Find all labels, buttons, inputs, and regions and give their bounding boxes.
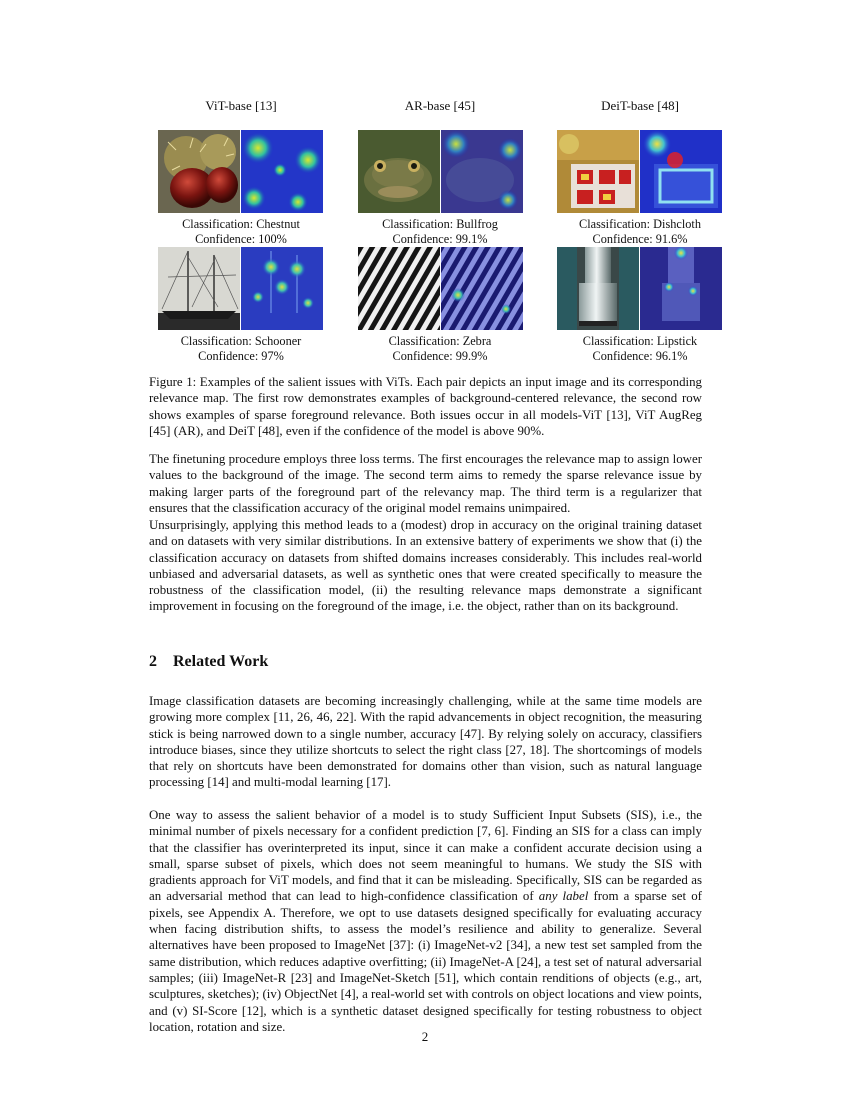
section-heading-related-work <box>149 653 268 671</box>
example-caption-zebra <box>340 334 540 364</box>
example-caption-bullfrog <box>340 217 540 247</box>
column-title-deit: DeiT-base [48] <box>601 98 679 113</box>
paragraph-sis-text: One way to assess the salient behavior of a model is to study Sufficient Input Subsets (SIS), i.e., the minimal number of pixels necessary for a confident prediction [7, 6]. Finding an SIS for a class can imply that the classifier has overinterpreted its input, since it can make a confident accurate decision using a small, sparse subset of pixels, which does not seem meaningful to humans. We study the SIS with gradients approach for ViT models, and find that it can be misleading. Specifically, SIS can be regarded as an adversarial method that can lead to high-confidence classification of <box>149 808 702 904</box>
classification-label: Classification: Chestnut <box>182 217 300 231</box>
confidence-label: Confidence: 96.1% <box>592 349 688 363</box>
paragraph-sis <box>149 807 702 1035</box>
example-caption-dishcloth <box>540 217 740 247</box>
column-title-ar: AR-base [45] <box>404 98 476 113</box>
classification-label: Classification: Dishcloth <box>579 217 701 231</box>
column-title-vit: ViT-base [13] <box>205 98 277 113</box>
paragraph-results: Unsurprisingly, applying this method leads to a (modest) drop in accuracy on the original training dataset and on datasets with very similar distributions. In an extensive battery of experiments we show that (i) the classification accuracy on datasets from shifted domains increases considerably. This includes real-world unbiased and adversarial datasets, as well as synthetic ones that were created specifically to measure the robustness of the classification model, (ii) the resulting relevance maps demonstrate a significant improvement in focusing on the foreground of the image, i.e. the object, rather than on its background. <box>149 518 702 614</box>
example-caption-chestnut <box>141 217 341 247</box>
section-number: 2 <box>149 653 157 670</box>
paragraph-sis-emphasis: any label <box>538 889 589 904</box>
image-pair-dishcloth <box>557 130 722 213</box>
confidence-label: Confidence: 100% <box>195 232 287 246</box>
confidence-label: Confidence: 97% <box>198 349 284 363</box>
paragraph-sis-text-cont: from a sparse set of pixels, see Appendix A. Therefore, we opt to use datasets designed specifically for evaluating accuracy when facing distribution shifts, to assess the model’s resilience and ability to generalize. Several alternatives have been proposed to ImageNet [37]: (i) ImageNet-v2 [34], a new test set sampled from the same distribution, which reduces adaptive overfitting; (ii) ImageNet-A [24], a test set of natural adversarial samples; (iii) ImageNet-R [23] and ImageNet-Sketch [51], which contain renditions of objects (e.g., art, sculptures, sketches); (iv) ObjectNet [4], a real-world set with controls on object locations and view points, and (v) SI-Score [12], which is a synthetic dataset designed specifically for testing robustness to object location, rotation and size. <box>149 889 702 1034</box>
image-pair-schooner <box>158 247 323 330</box>
page-number: 2 <box>421 1029 429 1044</box>
classification-label: Classification: Zebra <box>388 334 492 348</box>
image-pair-chestnut <box>158 130 323 213</box>
confidence-label: Confidence: 91.6% <box>592 232 688 246</box>
confidence-label: Confidence: 99.1% <box>392 232 488 246</box>
section-title: Related Work <box>173 653 269 670</box>
classification-label: Classification: Lipstick <box>582 334 698 348</box>
confidence-label: Confidence: 99.9% <box>392 349 488 363</box>
figure-caption: Figure 1: Examples of the salient issues with ViTs. Each pair depicts an input image and its corresponding relevance map. The first row demonstrates examples of background-centered relevance, the second row shows examples of sparse foreground relevance. Both issues occur in all models-ViT [13], ViT AugReg [45] (AR), and DeiT [48], even if the confidence of the model is above 90%. <box>149 375 702 438</box>
example-caption-schooner <box>141 334 341 364</box>
classification-label: Classification: Bullfrog <box>382 217 498 231</box>
classification-label: Classification: Schooner <box>180 334 302 348</box>
paragraph-datasets: Image classification datasets are becoming increasingly challenging, while at the same time models are growing more complex [11, 26, 46, 22]. With the rapid advancements in object recognition, the measuring stick is being narrowed down to a single number, accuracy [47]. By relying solely on accuracy, classifiers introduce biases, since they utilize shortcuts to select the right class [27, 18]. The shortcomings of models that rely on shortcuts have been demonstrated for domains other than vision, such as natural language processing [14] and multi-modal learning [17]. <box>149 694 702 790</box>
image-pair-zebra <box>358 247 523 330</box>
paragraph-finetuning: The finetuning procedure employs three loss terms. The first encourages the relevance map to assign lower values to the background of the image. The second term aims to remedy the sparse relevance issue by making larger parts of the foreground part of the relevancy map. The third term is a regularizer that ensures that the classification accuracy of the original model remains unimpaired. <box>149 452 702 515</box>
example-caption-lipstick <box>540 334 740 364</box>
image-pair-bullfrog <box>358 130 523 213</box>
image-pair-lipstick <box>557 247 722 330</box>
